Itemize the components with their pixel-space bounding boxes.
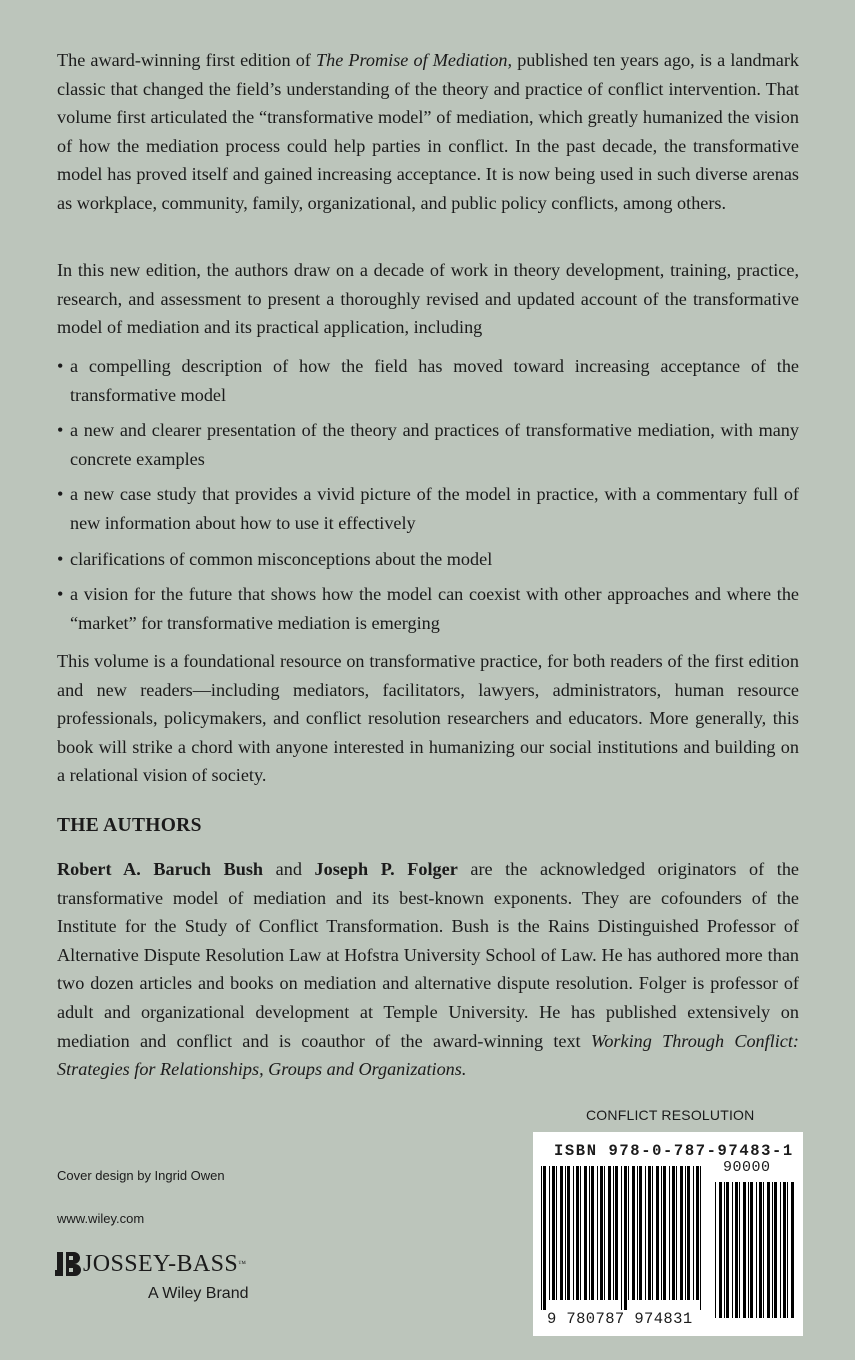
authors-bio: Robert A. Baruch Bush and Joseph P. Folger are the acknowledged originators of the transformative model of mediation and its best-known exponents. They are cofounders of the Institute for the Study of Conflict Transformation. Bush is the Rains Distinguished Professor of Alternative Dispute Resolution Law at Hofstra University School of Law. He has authored more than two dozen articles and books on mediation and alternative dispute resolution. Folger is professor of adult and organizational development at Temple University. He has published extensively on mediation and conflict and is coauthor of the award-winning text Working Through Conflict: Strategies for Relationships, Groups and Organizations. — [57, 859, 799, 1080]
price-code: 90000 — [723, 1159, 771, 1176]
barcode-bar — [560, 1166, 563, 1300]
barcode-bar — [724, 1182, 725, 1318]
barcode-bar — [763, 1182, 764, 1318]
bullet-icon: • — [57, 356, 64, 376]
barcode-bar — [552, 1166, 555, 1300]
feature-list — [57, 352, 799, 644]
barcode-bar — [672, 1166, 675, 1300]
barcode-bar — [772, 1182, 773, 1318]
barcode-bar — [743, 1182, 746, 1318]
ean-digits: 9 780787 974831 — [547, 1310, 693, 1328]
barcode-bar — [615, 1166, 618, 1300]
barcode-bar — [591, 1166, 594, 1300]
barcode-bar — [576, 1166, 579, 1300]
barcode-bar — [621, 1166, 622, 1310]
barcode-bar — [748, 1182, 749, 1318]
category-label: CONFLICT RESOLUTION — [586, 1107, 755, 1123]
barcode-bar — [732, 1182, 733, 1318]
barcode-bar — [573, 1166, 574, 1300]
barcode-bar — [700, 1166, 701, 1310]
barcode-bar — [639, 1166, 642, 1300]
barcode-bar — [632, 1166, 635, 1300]
barcode-bar — [693, 1166, 694, 1300]
barcode-bar — [767, 1182, 770, 1318]
barcode-bar — [656, 1166, 659, 1300]
barcode-bar — [652, 1166, 653, 1300]
barcode-bar — [680, 1166, 683, 1300]
jossey-bass-logo-icon — [55, 1251, 81, 1277]
list-item: • a new and clearer presentation of the theory and practices of transformative mediation, with many concrete examples — [57, 416, 799, 473]
barcode-bar — [696, 1166, 699, 1300]
barcode-bar — [604, 1166, 605, 1300]
ean-barcode-graphic — [533, 1132, 803, 1336]
cover-design-credit: Cover design by Ingrid Owen — [57, 1168, 225, 1183]
barcode-bar — [549, 1166, 550, 1300]
list-item: • clarifications of common misconceptions about the model — [57, 545, 799, 574]
publisher-website: www.wiley.com — [57, 1211, 145, 1226]
author-name-1: Robert A. Baruch Bush — [57, 859, 264, 879]
barcode-bar — [663, 1166, 666, 1300]
barcode-bar — [580, 1166, 581, 1300]
barcode-bar — [780, 1182, 781, 1318]
barcode-bar — [648, 1166, 651, 1300]
barcode-bar — [597, 1166, 598, 1300]
barcode-bar — [661, 1166, 662, 1300]
barcode-bar — [565, 1166, 566, 1300]
barcode-bar — [637, 1166, 638, 1300]
barcode-bar — [750, 1182, 753, 1318]
bullet-icon: • — [57, 420, 64, 441]
barcode-bar — [676, 1166, 677, 1300]
publisher-name: JOSSEY-BASS™ — [83, 1251, 247, 1277]
barcode-bar — [600, 1166, 603, 1300]
authors-heading: THE AUTHORS — [57, 815, 202, 836]
barcode-bar — [756, 1182, 757, 1318]
barcode-bar — [715, 1182, 716, 1318]
bullet-icon: • — [57, 484, 64, 505]
wiley-brand-tagline: A Wiley Brand — [148, 1285, 249, 1302]
barcode-bar — [735, 1182, 738, 1318]
list-item: • a vision for the future that shows how the model can coexist with other approaches and where the “market” for transformative mediation is emerging — [57, 580, 799, 637]
barcode-bar — [556, 1166, 557, 1300]
barcode-bar — [739, 1182, 740, 1318]
barcode-bar — [685, 1166, 686, 1300]
barcode-bar — [645, 1166, 646, 1300]
isbn-barcode — [533, 1132, 803, 1336]
barcode-bar — [589, 1166, 590, 1300]
list-item: • a new case study that provides a vivid picture of the model in practice, with a commentary full of new information about how to use it effectively — [57, 480, 799, 537]
author-name-2: Joseph P. Folger — [314, 859, 458, 879]
barcode-bar — [628, 1166, 629, 1300]
barcode-bar — [567, 1166, 570, 1300]
barcode-bar — [541, 1166, 542, 1310]
barcode-bar — [774, 1182, 777, 1318]
bullet-icon: • — [57, 548, 64, 569]
barcode-bar — [783, 1182, 786, 1318]
barcode-bar — [687, 1166, 690, 1300]
barcode-bar — [669, 1166, 670, 1300]
barcode-bar — [719, 1182, 722, 1318]
book-title-italic: The Promise of Mediation, — [316, 50, 513, 70]
publisher-logo — [55, 1251, 246, 1277]
description-paragraph-2: In this new edition, the authors draw on a decade of work in theory development, training, practice, research, and assessment to present a thoroughly revised and updated account of the transformative model of mediation and its practical application, including — [57, 260, 799, 338]
barcode-bar — [791, 1182, 794, 1318]
isbn-label: ISBN 978-0-787-97483-1 — [554, 1142, 794, 1160]
barcode-bar — [759, 1182, 762, 1318]
barcode-bar — [726, 1182, 729, 1318]
barcode-bar — [787, 1182, 788, 1318]
barcode-bar — [608, 1166, 611, 1300]
barcode-bar — [584, 1166, 587, 1300]
description-paragraph-1: The award-winning first edition of The Promise of Mediation, published ten years ago, is a landmark classic that changed the field’s understanding of the theory and practice of conflict intervention. That volume first articulated the “transformative model” of mediation, which greatly humanized the vision of how the mediation process could help parties in conflict. In the past decade, the transformative model has proved itself and gained increasing acceptance. It is now being used in such diverse arenas as workplace, community, family, organizational, and public policy conflicts, among others. — [57, 50, 800, 213]
list-item: • a compelling description of how the field has moved toward increasing acceptance of the transformative model — [57, 352, 799, 409]
coauthored-book-title: Working Through Conflict: Strategies for Relationships, Groups and Organizations. — [57, 1030, 799, 1080]
barcode-bar — [543, 1166, 546, 1310]
barcode-bar — [613, 1166, 614, 1300]
barcode-bar — [624, 1166, 627, 1310]
bullet-icon: • — [57, 584, 64, 605]
description-paragraph-3: This volume is a foundational resource on transformative practice, for both readers of the first edition and new readers—including mediators, facilitators, lawyers, administrators, human resource professionals, policymakers, and conflict resolution researchers and educators. More generally, this book will strike a chord with anyone interested in humanizing our social institutions and building on a relational vision of society. — [57, 651, 799, 786]
